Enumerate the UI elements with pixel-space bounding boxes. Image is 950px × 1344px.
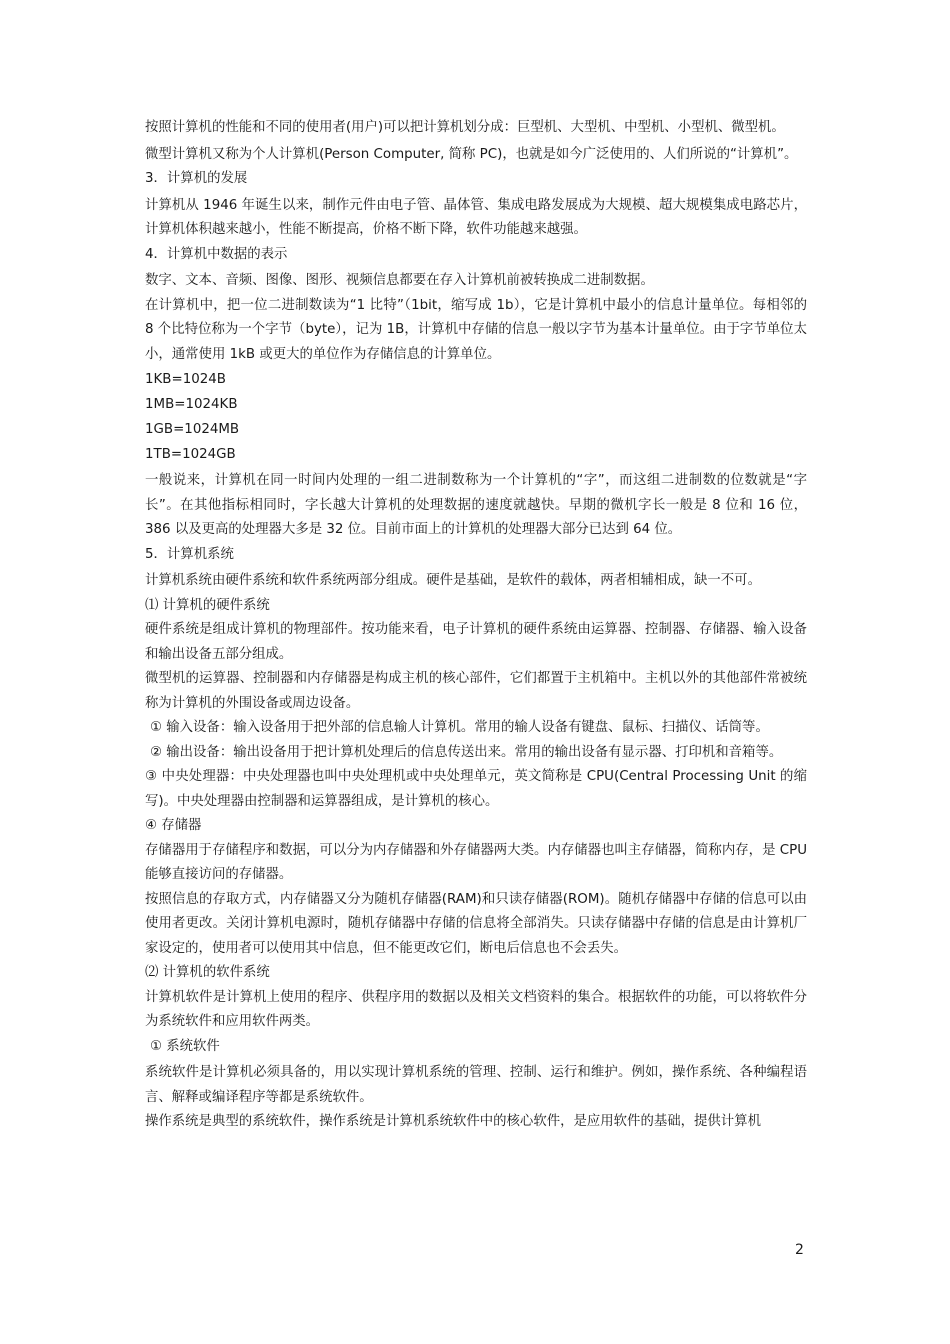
list-item: ④ 存储器 (145, 818, 202, 833)
paragraph: 操作系统是典型的系统软件，操作系统是计算机系统软件中的核心软件，是应用软件的基础，提供计算机 (145, 1114, 761, 1129)
list-item: ① 输入设备：输入设备用于把外部的信息输人计算机。常用的输人设备有键盘、鼠标、扫描仪、话筒等。 (150, 720, 769, 735)
unit-line: 1KB=1024B (145, 372, 226, 387)
paragraph: 按照信息的存取方式，内存储器又分为随机存储器(RAM)和只读存储器(ROM)。随机存储器中存储的信息可以由使用者更改。关闭计算机电源时，随机存储器中存储的信息将全部消失。只读存储器中存储的信息是由计算机厂家设定的，使用者可以使用其中信息，但不能更改它们，断电后信息也不会丢失。 (145, 891, 807, 956)
list-item: ③ 中央处理器：中央处理器也叫中央处理机或中央处理单元，英文简称是 CPU(Central Processing Unit 的缩写)。中央处理器由控制器和运算器组成，是计算机的核心。 (145, 769, 807, 809)
section-heading: 5．计算机系统 (145, 546, 234, 562)
paragraph: 计算机系统由硬件系统和软件系统两部分组成。硬件是基础，是软件的载体，两者相辅相成，缺一不可。 (145, 573, 761, 588)
unit-line: 1MB=1024KB (145, 397, 238, 412)
paragraph: 计算机软件是计算机上使用的程序、供程序用的数据以及相关文档资料的集合。根据软件的功能，可以将软件分为系统软件和应用软件两类。 (145, 989, 807, 1029)
page-number: 2 (795, 1242, 804, 1258)
paragraph: 按照计算机的性能和不同的使用者(用户)可以把计算机划分成：巨型机、大型机、中型机、小型机、微型机。 (145, 120, 785, 135)
paragraph: 微型计算机又称为个人计算机(Person Computer, 简称 PC)，也就是如今广泛使用的、人们所说的“计算机”。 (145, 146, 798, 162)
subsection-heading: ⑵ 计算机的软件系统 (145, 965, 270, 980)
list-item: ② 输出设备：输出设备用于把计算机处理后的信息传送出来。常用的输出设备有显示器、打印机和音箱等。 (150, 744, 783, 760)
paragraph: 存储器用于存储程序和数据，可以分为内存储器和外存储器两大类。内存储器也叫主存储器，简称内存，是 CPU 能够直接访问的存储器。 (145, 842, 807, 882)
paragraph: 硬件系统是组成计算机的物理部件。按功能来看，电子计算机的硬件系统由运算器、控制器、存储器、输入设备和输出设备五部分组成。 (145, 622, 807, 662)
subsection-heading: ⑴ 计算机的硬件系统 (145, 597, 270, 613)
unit-line: 1GB=1024MB (145, 422, 240, 437)
paragraph: 在计算机中，把一位二进制数读为“1 比特”（1bit，缩写成 1b），它是计算机中最小的信息计量单位。每相邻的 8 个比特位称为一个字节（byte），记为 1B，计算机中存储的信息一般以字节为基本计量单位。由于字节单位太小，通常使用 1kB 或更大的单位作为存储信息的计算单位。 (145, 297, 807, 362)
paragraph: 一般说来，计算机在同一时间内处理的一组二进制数称为一个计算机的“字”，而这组二进制数的位数就是“字长”。在其他指标相同时，字长越大计算机的处理数据的速度就越快。早期的微机字长一般是 8 位和 16 位，386 以及更高的处理器大多是 32 位。目前市面上的计算机的处理器大部分已达到 64 位。 (145, 473, 807, 537)
list-item: ① 系统软件 (150, 1038, 220, 1054)
paragraph: 系统软件是计算机必须具备的，用以实现计算机系统的管理、控制、运行和维护。例如，操作系统、各种编程语言、解释或编译程序等都是系统软件。 (145, 1065, 807, 1105)
paragraph: 微型机的运算器、控制器和内存储器是构成主机的核心部件，它们都置于主机箱中。主机以外的其他部件常被统称为计算机的外围设备或周边设备。 (145, 671, 807, 711)
paragraph: 数字、文本、音频、图像、图形、视频信息都要在存入计算机前被转换成二进制数据。 (145, 273, 654, 288)
section-heading: 4．计算机中数据的表示 (145, 246, 288, 262)
section-heading: 3．计算机的发展 (145, 171, 248, 186)
paragraph: 计算机从 1946 年诞生以来，制作元件由电子管、晶体管、集成电路发展成为大规模、超大规模集成电路芯片，计算机体积越来越小，性能不断提高，价格不断下降，软件功能越来越强。 (145, 197, 807, 237)
page-body (145, 116, 807, 1135)
unit-line: 1TB=1024GB (145, 447, 236, 462)
